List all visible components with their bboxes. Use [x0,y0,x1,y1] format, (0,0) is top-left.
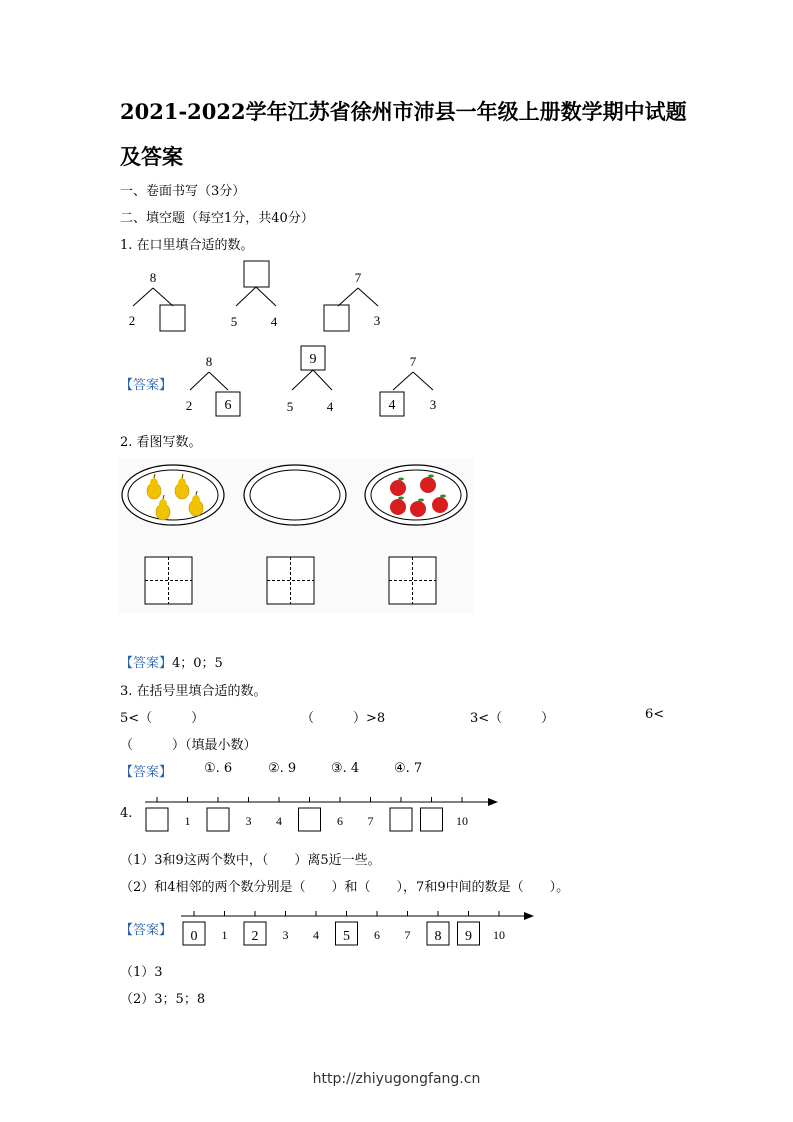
number-line-box[interactable] [207,808,229,831]
number-line-label: 10 [493,928,505,942]
q4-number-line [140,790,505,840]
q1-tree-1-top: 8 [149,270,157,285]
q4-answer-number-line [176,904,541,954]
q4-sub-question-1: （1）3和9这两个数中，（ ）离5近一些。 [120,853,381,868]
q1-tree-3-right: 3 [373,313,381,328]
q1-answer-tree-1-top: 8 [205,354,213,369]
number-line-label: 1 [184,814,191,828]
number-line-label: 8 [434,929,442,944]
page-title-line1: 2021-2022学年江苏省徐州市沛县一年级上册数学期中试题 [120,99,687,124]
number-line-label: 5 [343,929,350,944]
section-1-heading: 一、卷面书写（3分） [120,184,246,199]
q1-tree-2-left: 5 [230,314,238,329]
number-line-box[interactable] [299,808,321,831]
q1-prompt: 1. 在口里填合适的数。 [120,238,254,253]
number-line-label: 10 [456,814,468,828]
q3-item-1[interactable]: 5<（ ） [120,711,205,726]
q2-writing-box-1[interactable] [145,557,192,604]
q2-writing-box-2[interactable] [267,557,314,604]
q1-answer-tag: 【答案】 [120,378,173,393]
q1-answer-tree-1 [186,354,240,416]
q1-tree-1 [129,270,185,331]
number-line-label: 0 [190,929,198,944]
q1-answer-tree-2-left: 5 [286,399,294,414]
q3-answer-1: ①. 6 [204,761,233,776]
q2-answer-tag: 【答案】 [120,656,173,671]
number-line-label: 4 [313,928,319,942]
q3-answer [120,761,172,780]
footer-url[interactable]: http://zhiyugongfang.cn [312,1071,481,1087]
q3-item-2[interactable]: （ ）>8 [301,711,386,726]
q1-tree-3-top: 7 [354,270,362,285]
q1-answer-tree-2-right: 4 [326,399,334,414]
q1-answer-tree-3-right: 3 [429,397,437,412]
section-2-heading: 二、填空题（每空1分，共40分） [120,211,314,226]
q1-tree-3 [324,270,380,331]
q3-prompt: 3. 在括号里填合适的数。 [120,684,267,699]
number-line-label: 9 [465,929,472,944]
q2-plates-figure [118,458,474,613]
q1-answer-tree-1-left: 2 [185,398,193,413]
q1-tree-1-left: 2 [128,313,136,328]
q1-answer-tree-1-right: 6 [224,398,232,413]
number-line-label: 7 [367,814,374,828]
q2-writing-box-3[interactable] [389,557,436,604]
number-line-label: 1 [221,928,228,942]
number-line-box[interactable] [146,808,168,831]
q1-answer-tree-3 [380,354,436,416]
q4-label: 4. [120,806,133,821]
q2-plate-apples [365,465,467,525]
number-line-box[interactable] [421,808,443,831]
q4-sub-question-2: （2）和4相邻的两个数分别是（ ）和（ ），7和9中间的数是（ ）。 [120,880,570,895]
number-line-label: 2 [251,929,259,944]
q2-plate-pears [122,465,224,525]
q3-answer-4: ④. 7 [394,761,423,776]
number-line-label: 4 [276,814,282,828]
q2-answer [120,652,223,671]
number-line-label: 6 [337,814,343,828]
q1-tree-2-right: 4 [270,314,278,329]
q3-answer-2: ②. 9 [268,761,297,776]
q1-tree-1-right-box[interactable] [160,305,185,331]
number-line-label: 3 [282,928,289,942]
q3-item-3[interactable]: 3<（ ） [470,711,555,726]
q2-prompt: 2. 看图写数。 [120,435,202,450]
q4-answer-1: （1）3 [120,965,163,980]
q1-tree-2 [231,261,278,329]
number-line-label: 7 [404,928,411,942]
q1-answer-tree-2 [287,346,334,414]
q4-answer-tag: 【答案】 [120,923,173,938]
q1-number-trees [115,258,415,338]
q3-item-4[interactable]: 6< [645,707,665,722]
number-line-label: 3 [245,814,252,828]
q1-answer-trees [175,342,450,422]
q3-item-4-cont[interactable]: （ ）（填最小数） [120,738,257,753]
q1-tree-2-top-box[interactable] [244,261,269,287]
q3-answer-tag: 【答案】 [120,765,173,780]
q1-answer-tree-2-top: 9 [309,352,317,367]
number-line-label: 6 [374,928,380,942]
q1-answer-tree-3-left: 4 [388,398,396,413]
q1-tree-3-left-box[interactable] [324,305,349,331]
number-line-box[interactable] [390,808,412,831]
q1-answer-tree-3-top: 7 [409,354,417,369]
q2-plate-empty [244,465,346,525]
q4-answer-2: （2）3；5；8 [120,992,206,1007]
q3-answer-3: ③. 4 [331,761,360,776]
q2-answer-text: 4；0；5 [172,656,223,671]
page-title-line2: 及答案 [120,144,183,169]
